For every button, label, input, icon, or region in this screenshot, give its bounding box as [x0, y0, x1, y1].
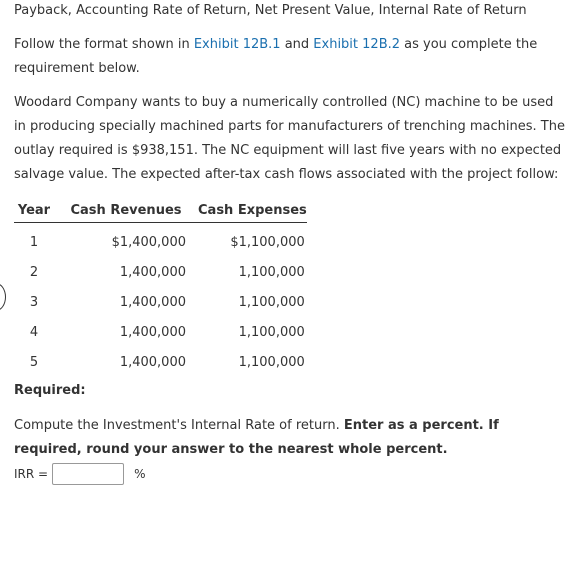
circle-marker-icon	[0, 283, 6, 311]
revenue-cell: $1,400,000	[111, 234, 186, 250]
instruction-text	[14, 414, 567, 462]
irr-input[interactable]	[52, 463, 124, 485]
page-title: Payback, Accounting Rate of Return, Net Present Value, Internal Rate of Return	[14, 3, 527, 18]
problem-statement: Woodard Company wants to buy a numerically controlled (NC) machine to be used in producing specially machined parts for manufacturers of trenching machines. The outlay required is $938,151. The NC equipment will last five years with no expected salvage value. The expected after-tax cash flows associated with the project follow:	[14, 95, 565, 182]
year-cell: 5	[29, 354, 39, 370]
required-label: Required:	[14, 383, 86, 398]
exhibit-12b2-link[interactable]: Exhibit 12B.2	[313, 37, 401, 52]
irr-label: IRR =	[14, 467, 49, 481]
expense-cell: 1,100,000	[238, 354, 305, 370]
cash-flow-table	[14, 198, 307, 377]
expense-cell: 1,100,000	[238, 324, 305, 340]
revenue-cell: 1,400,000	[119, 294, 186, 310]
table-row	[14, 287, 307, 317]
revenue-cell: 1,400,000	[119, 324, 186, 340]
header-cash-revenues: Cash Revenues	[54, 198, 198, 223]
intro-suffix: as you complete the requirement below.	[14, 37, 538, 76]
intro-middle: and	[280, 37, 314, 52]
instruction-plain: Compute the Investment's Internal Rate of return.	[14, 418, 344, 433]
expense-cell: 1,100,000	[238, 264, 305, 280]
instruction-bold: Enter as a percent. If required, round your answer to the nearest whole percent.	[14, 418, 499, 457]
table-row	[14, 223, 307, 258]
exhibit-12b1-link[interactable]: Exhibit 12B.1	[193, 37, 281, 52]
irr-answer-row	[14, 463, 146, 485]
year-cell: 4	[29, 324, 39, 340]
year-cell: 2	[29, 264, 39, 280]
table-header-row	[14, 198, 307, 223]
year-cell: 1	[29, 234, 39, 250]
intro-paragraph	[14, 33, 567, 81]
table-row	[14, 317, 307, 347]
expense-cell: 1,100,000	[238, 294, 305, 310]
revenue-cell: 1,400,000	[119, 264, 186, 280]
table-row	[14, 257, 307, 287]
table-row	[14, 347, 307, 377]
revenue-cell: 1,400,000	[119, 354, 186, 370]
percent-unit: %	[134, 467, 146, 481]
header-year: Year	[14, 198, 54, 223]
header-cash-expenses: Cash Expenses	[198, 198, 307, 223]
intro-prefix: Follow the format shown in	[14, 37, 194, 52]
year-cell: 3	[29, 294, 39, 310]
expense-cell: $1,100,000	[230, 234, 305, 250]
